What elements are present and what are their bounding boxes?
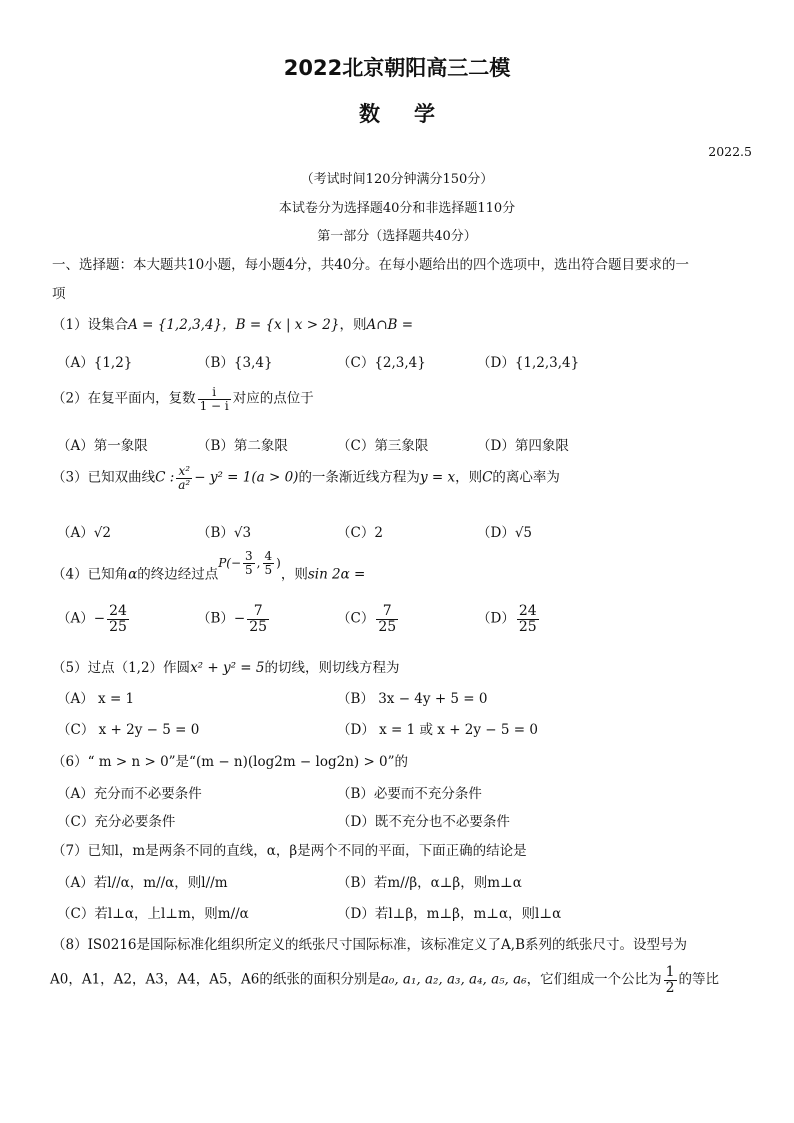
q2-frac-den: 1 − i <box>199 398 229 413</box>
q4-b-den: 25 <box>249 618 268 635</box>
q3-option-d: （D）√5 <box>477 525 533 541</box>
q2-stem <box>52 386 314 412</box>
q5-stem <box>52 656 400 676</box>
q2-frac-num: i <box>198 386 231 400</box>
exam-date: 2022.5 <box>708 144 752 159</box>
q8-line2-text2: ，它们组成一个公比为 <box>526 971 662 988</box>
q1-stem-text: （1）设集合 <box>52 317 129 333</box>
q1-stem <box>52 313 413 333</box>
q4-option-c <box>337 604 400 634</box>
q3-curve-label: C : <box>155 469 175 486</box>
q4-a-prefix: （A）− <box>57 610 106 627</box>
q3-asymptote: y = x <box>419 469 456 486</box>
q4-stem-text2: 的终边经过点 <box>137 566 219 583</box>
q4-p-num1: 3 <box>245 549 253 563</box>
q4-c-prefix: （C） <box>337 610 375 627</box>
q8-line2-text: A0，A1，A2，A3，A4，A5，A6的纸张的面积分别是 <box>50 971 381 988</box>
subject-title: 数学 <box>359 102 469 126</box>
q2-option-c: （C）第三象限 <box>337 438 429 454</box>
q4-b-num: 7 <box>247 604 269 620</box>
q3-fraction <box>176 465 192 491</box>
q4-d-prefix: （D） <box>477 610 515 627</box>
q7-option-d: （D）若l⊥β，m⊥β，m⊥α，则l⊥α <box>337 906 562 922</box>
q4-point-frac2 <box>263 550 275 576</box>
q4-point <box>218 549 281 577</box>
q2-stem-text2: 对应的点位于 <box>232 390 314 407</box>
q8-ratio <box>664 965 677 995</box>
q6-option-a: （A）充分而不必要条件 <box>57 786 202 802</box>
q4-d-num: 24 <box>518 603 537 619</box>
q4-d-den: 25 <box>518 618 537 635</box>
q4-c-num: 7 <box>376 604 398 620</box>
q4-option-b <box>197 604 271 634</box>
q5-option-d: （D） x = 1 或 x + 2y − 5 = 0 <box>337 722 538 738</box>
q1-option-b: （B）{3,4} <box>197 355 273 371</box>
q4-point-comma: , <box>256 555 261 570</box>
q2-stem-text: （2）在复平面内，复数 <box>52 390 196 407</box>
q5-option-b: （B） 3x − 4y + 5 = 0 <box>337 691 488 707</box>
q4-a-den: 25 <box>109 618 127 635</box>
q8-sequence: a₀, a₁, a₂, a₃, a₄, a₅, a₆ <box>380 971 527 988</box>
q4-c-den: 25 <box>378 618 397 635</box>
q5-circle: x² + y² = 5 <box>190 660 265 676</box>
q4-a-frac <box>107 604 129 634</box>
q5-option-a: （A） x = 1 <box>57 691 135 707</box>
time-note: （考试时间120分钟满分150分） <box>300 172 494 187</box>
q4-sin-expr: sin 2α = <box>307 566 366 583</box>
q3-stem-text2: 的一条渐近线方程为 <box>298 469 420 486</box>
q4-b-frac <box>247 604 269 634</box>
q5-option-c: （C） x + 2y − 5 = 0 <box>57 722 200 738</box>
q4-option-d <box>477 604 541 634</box>
q1-expr: A∩B = <box>366 317 414 333</box>
q1-stem-text2: ，则 <box>339 317 367 333</box>
q3-option-a: （A）√2 <box>57 525 111 541</box>
q1-sets: A = {1,2,3,4}，B = {x | x > 2} <box>128 317 340 333</box>
q2-option-b: （B）第二象限 <box>197 438 288 454</box>
part-title: 第一部分（选择题共40分） <box>317 229 477 244</box>
section-intro-line1: 一、选择题：本大题共10小题，每小题4分，共40分。在每小题给出的四个选项中，选出符合题目要求的一 <box>52 257 689 273</box>
q2-fraction <box>198 386 231 412</box>
q1-option-c: （C）{2,3,4} <box>337 355 426 371</box>
q4-stem-text3: ，则 <box>280 566 308 583</box>
q4-alpha: α <box>128 566 138 583</box>
q4-c-frac <box>376 604 398 634</box>
q8-ratio-den: 2 <box>665 979 675 996</box>
q4-point-close: ) <box>276 555 281 570</box>
q8-line1: （8）IS0216是国际标准化组织所定义的纸张尺寸国际标准，该标准定义了A,B系列的纸张尺寸。设型号为 <box>52 937 687 953</box>
q3-stem-text3: ，则 <box>455 469 483 486</box>
q8-ratio-num: 1 <box>665 964 675 980</box>
q2-option-a: （A）第一象限 <box>57 438 148 454</box>
q3-frac-num: x² <box>176 465 192 479</box>
q4-option-a <box>57 604 131 634</box>
q7-option-c: （C）若l⊥α，上l⊥m，则m//α <box>57 906 249 922</box>
q4-point-open: P(− <box>218 555 242 570</box>
q1-option-a: （A）{1,2} <box>57 355 133 371</box>
q2-option-d: （D）第四象限 <box>477 438 569 454</box>
q3-option-b: （B）√3 <box>197 525 252 541</box>
q5-stem-text: （5）过点（1,2）作圆 <box>52 660 191 676</box>
q4-p-num2: 4 <box>264 549 273 563</box>
q6-stem: （6）“ m > n > 0”是“(m − n)(log2m − log2n) > 0”的 <box>52 754 409 770</box>
q4-stem <box>52 549 366 588</box>
q3-frac-den: a² <box>178 477 191 492</box>
q3-stem <box>52 465 560 491</box>
q6-option-c: （C）充分必要条件 <box>57 814 176 830</box>
q3-curve-label2: C <box>482 469 493 486</box>
q4-a-num: 24 <box>109 603 127 619</box>
q3-option-c: （C）2 <box>337 525 383 541</box>
score-note: 本试卷分为选择题40分和非选择题110分 <box>278 201 516 216</box>
q8-line2 <box>50 965 719 995</box>
q4-d-frac <box>517 604 539 634</box>
q7-stem: （7）已知l，m是两条不同的直线，α，β是两个不同的平面，下面正确的结论是 <box>52 843 527 859</box>
q3-stem-text: （3）已知双曲线 <box>52 469 156 486</box>
q3-stem-text4: 的离心率为 <box>492 469 560 486</box>
q4-point-frac1 <box>243 550 255 576</box>
q4-p-den2: 5 <box>264 562 273 577</box>
q1-option-d: （D）{1,2,3,4} <box>477 355 580 371</box>
q7-option-b: （B）若m//β，α⊥β，则m⊥α <box>337 875 522 891</box>
q6-option-b: （B）必要而不充分条件 <box>337 786 482 802</box>
q4-p-den1: 5 <box>245 562 253 577</box>
q7-option-a: （A）若l//α，m//α，则l//m <box>57 875 228 891</box>
q4-b-prefix: （B）− <box>197 610 246 627</box>
q5-stem-text2: 的切线，则切线方程为 <box>264 660 400 676</box>
exam-title: 2022北京朝阳高三二模 <box>283 56 511 80</box>
q6-option-d: （D）既不充分也不必要条件 <box>337 814 510 830</box>
section-intro-line2: 项 <box>52 286 66 302</box>
q4-stem-text: （4）已知角 <box>52 566 129 583</box>
q8-line2-text3: 的等比 <box>678 971 720 988</box>
q3-equation: − y² = 1(a > 0) <box>194 469 299 486</box>
